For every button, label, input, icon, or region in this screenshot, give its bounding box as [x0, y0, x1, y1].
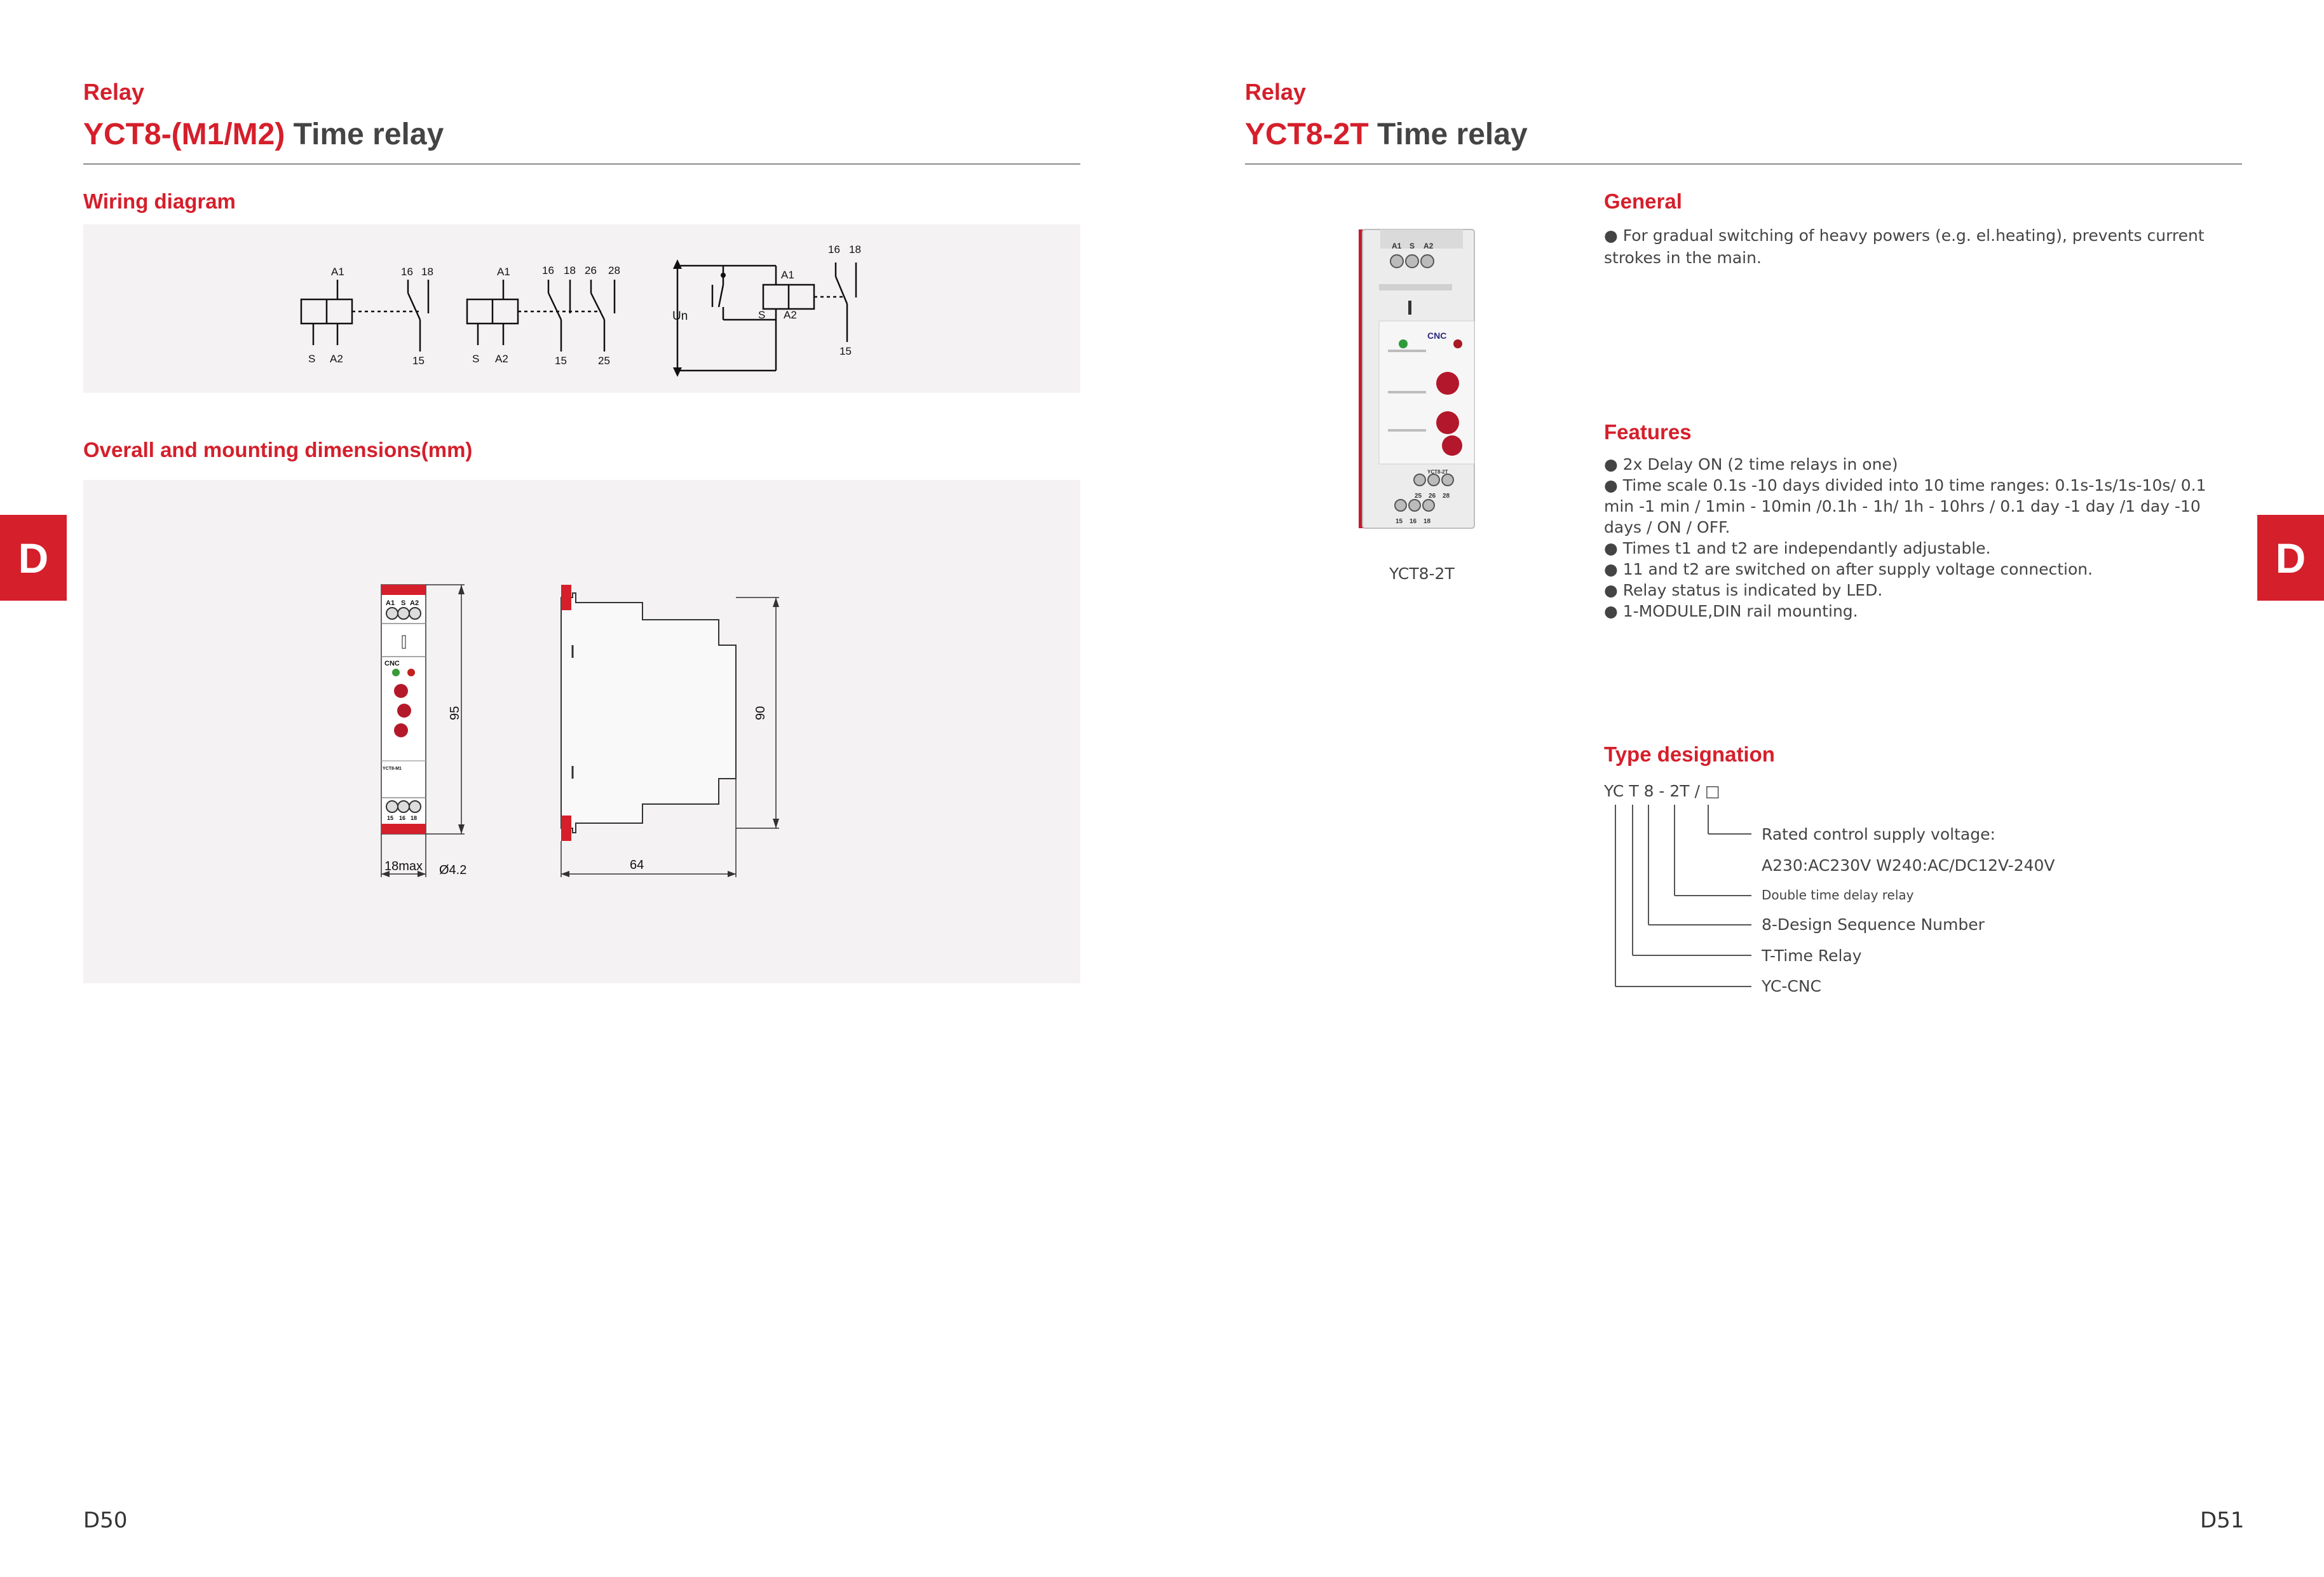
depth-64-label: 64 — [630, 858, 644, 872]
feature-item: ● 11 and t2 are switched on after supply voltage connection. — [1604, 560, 2093, 578]
photo-15: 15 — [1396, 518, 1403, 525]
feature-item: ● Times t1 and t2 are independantly adjustable. — [1604, 539, 1991, 557]
right-title-rest: Time relay — [1368, 118, 1528, 151]
code-box: □ — [1704, 782, 1720, 800]
type-label-voltage-values: A230:AC230V W240:AC/DC12V-240V — [1762, 856, 2055, 875]
height-95-label: 95 — [448, 706, 462, 720]
front-s: S — [401, 599, 406, 607]
photo-brand: CNC — [1427, 331, 1447, 341]
d2-a2: A2 — [495, 353, 508, 365]
type-label-design-seq: 8-Design Sequence Number — [1762, 915, 1985, 934]
type-label-brand: YC-CNC — [1762, 977, 1821, 995]
left-title-model: YCT8-(M1/M2) — [83, 118, 285, 151]
width-18max-label: 18max — [384, 859, 423, 873]
side-height-90-label: 90 — [754, 706, 768, 720]
left-page-number: D50 — [83, 1508, 128, 1533]
front-16: 16 — [399, 815, 406, 821]
left-title-rest: Time relay — [285, 118, 444, 151]
feature-item: ● Relay status is indicated by LED. — [1604, 581, 1883, 599]
code-t: T — [1629, 782, 1639, 800]
photo-28: 28 — [1443, 493, 1450, 500]
photo-25: 25 — [1415, 493, 1422, 500]
photo-16: 16 — [1410, 518, 1417, 525]
right-section-tab: D — [2257, 515, 2324, 601]
d2-15: 15 — [555, 355, 567, 367]
d2-25: 25 — [598, 355, 610, 367]
hole-dia-label: Ø4.2 — [439, 863, 467, 877]
left-section-tab: D — [0, 515, 67, 601]
feature-item: ● Time scale 0.1s -10 days divided into 10 time ranges: 0.1s-1s/1s-10s/ 0.1 min -1 min / 1min - 10min /0.1h - 1h/ 1h - 10hrs / 0.1 day -1 day /1 day -10 days / ON / OFF. — [1604, 476, 2206, 536]
code-8: 8 — [1643, 782, 1654, 800]
d3-16: 16 — [828, 243, 840, 256]
feature-item: ● 2x Delay ON (2 time relays in one) — [1604, 455, 1898, 474]
product-image — [1354, 226, 1481, 531]
photo-s: S — [1410, 242, 1415, 250]
right-page-title — [1245, 117, 1528, 152]
wiring-diagram — [83, 224, 1080, 393]
d1-s: S — [308, 353, 316, 365]
d1-15: 15 — [412, 355, 425, 367]
d2-26: 26 — [585, 264, 597, 276]
dims-heading: Overall and mounting dimensions(mm) — [83, 438, 473, 461]
d2-16: 16 — [542, 264, 554, 276]
d1-18: 18 — [421, 266, 433, 278]
front-model: YCT8-M1 — [383, 767, 402, 771]
type-designation-leaders — [1601, 802, 1767, 993]
d3-18: 18 — [849, 243, 861, 256]
code-yc: YC — [1604, 782, 1624, 800]
code-2t: 2T — [1669, 782, 1690, 800]
d2-18: 18 — [564, 264, 576, 276]
photo-model: YCT8-2T — [1427, 469, 1448, 475]
front-view — [381, 585, 466, 877]
d2-a1: A1 — [497, 266, 510, 278]
product-photo — [1354, 226, 1481, 531]
type-code — [1604, 782, 1720, 800]
dimensions-panel — [83, 480, 1080, 983]
photo-a1: A1 — [1392, 242, 1402, 250]
general-item: ● For gradual switching of heavy powers (e.g. el.heating), prevents current strokes in the main. — [1604, 226, 2205, 267]
d1-a2: A2 — [330, 353, 343, 365]
d3-s: S — [758, 309, 766, 321]
d2-28: 28 — [608, 264, 620, 276]
d3-un: Un — [672, 310, 688, 323]
general-heading: General — [1604, 189, 1682, 213]
left-category: Relay — [83, 79, 145, 105]
right-category: Relay — [1245, 79, 1307, 105]
front-15: 15 — [387, 815, 394, 821]
right-page-number: D51 — [2200, 1508, 2245, 1533]
code-dash: - — [1659, 782, 1665, 800]
d1-16: 16 — [401, 266, 413, 278]
type-designation-heading: Type designation — [1604, 742, 1775, 766]
type-label-voltage: Rated control supply voltage: — [1762, 825, 1995, 843]
right-title-rule — [1245, 163, 2242, 165]
type-label-double-delay: Double time delay relay — [1762, 887, 1914, 903]
front-18: 18 — [411, 815, 418, 821]
wiring-diagram-panel — [83, 224, 1080, 393]
type-label-time-relay: T-Time Relay — [1762, 946, 1862, 965]
dimensions-drawing — [83, 480, 1080, 983]
left-title-rule — [83, 163, 1080, 165]
front-a2: A2 — [410, 599, 419, 607]
feature-item: ● 1-MODULE,DIN rail mounting. — [1604, 602, 1858, 620]
photo-18: 18 — [1424, 518, 1431, 525]
d1-a1: A1 — [331, 266, 344, 278]
features-heading: Features — [1604, 420, 1692, 444]
code-slash: / — [1694, 782, 1700, 800]
front-brand: CNC — [384, 660, 400, 667]
left-page-title — [83, 117, 444, 152]
d3-a1: A1 — [781, 269, 794, 281]
features-list — [1604, 454, 2239, 622]
right-title-model: YCT8-2T — [1245, 118, 1369, 151]
photo-26: 26 — [1429, 493, 1436, 500]
side-view — [561, 585, 779, 877]
photo-a2: A2 — [1424, 242, 1434, 250]
d3-a2: A2 — [784, 309, 797, 321]
general-list — [1604, 224, 2239, 269]
front-a1: A1 — [386, 599, 395, 607]
d3-15: 15 — [839, 345, 852, 357]
wiring-heading: Wiring diagram — [83, 189, 236, 213]
product-caption: YCT8-2T — [1389, 564, 1455, 583]
d2-s: S — [472, 353, 480, 365]
